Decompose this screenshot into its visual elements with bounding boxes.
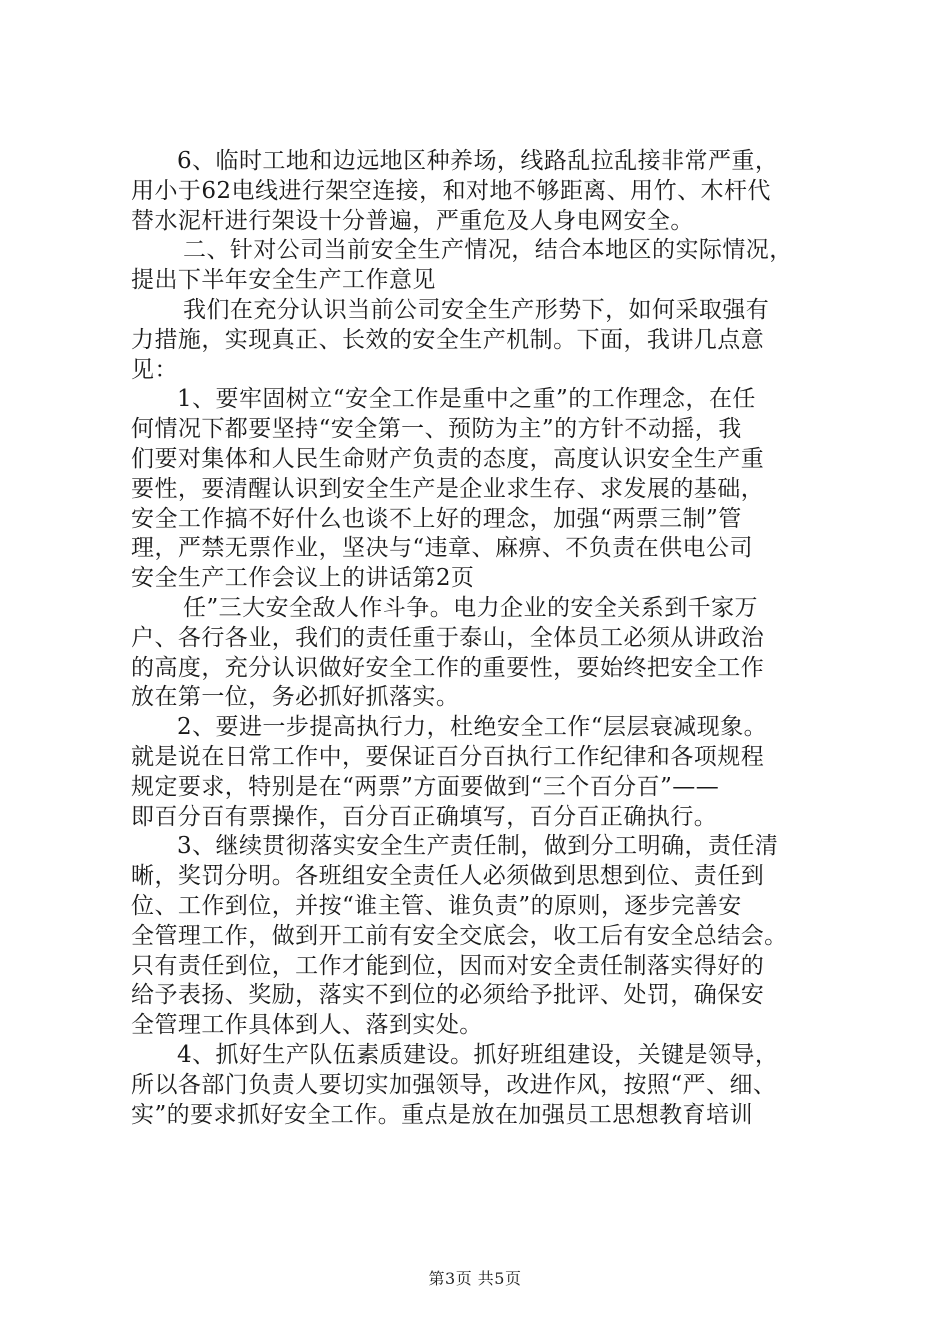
- point-1-continuation-line-3: 的高度，充分认识做好安全工作的重要性，要始终把安全工作: [131, 654, 765, 681]
- point-1-line-4: 要性，要清醒认识到安全生产是企业求生存、求发展的基础，: [131, 475, 765, 502]
- point-1-line-2: 何情况下都要坚持“安全第一、预防为主”的方针不动摇，我: [131, 416, 742, 443]
- document-body: [131, 147, 831, 1130]
- point-1-line-6: 理，严禁无票作业，坚决与“违章、麻痹、不负责在供电公司: [131, 535, 753, 562]
- point-3-line-5: 只有责任到位，工作才能到位，因而对安全责任制落实得好的: [131, 952, 765, 979]
- point-3-line-3: 位、工作到位，并按“谁主管、谁负责”的原则，逐步完善安: [131, 892, 742, 919]
- intro-paragraph-line-2: 力措施，实现真正、长效的安全生产机制。下面，我讲几点意: [131, 326, 765, 353]
- paragraph-6-line-1: 6、临时工地和边远地区种养场，线路乱拉乱接非常严重，: [177, 148, 779, 174]
- point-1-line-3: 们要对集体和人民生命财产负责的态度，高度认识安全生产重: [131, 445, 765, 472]
- page-number-footer: 第3页 共5页: [428, 1269, 522, 1288]
- point-2-line-2: 就是说在日常工作中，要保证百分百执行工作纪律和各项规程: [131, 743, 765, 770]
- point-1-continuation-line-4: 放在第一位，务必抓好抓落实。: [131, 684, 460, 711]
- intro-paragraph-line-3: 见：: [131, 356, 178, 383]
- section-2-heading-line-2: 提出下半年安全生产工作意见: [131, 267, 436, 294]
- point-1-line-7: 安全生产工作会议上的讲话第2页: [131, 565, 475, 592]
- paragraph-6-line-3: 替水泥杆进行架设十分普遍，严重危及人身电网安全。: [131, 207, 694, 234]
- point-4-line-1: 4、抓好生产队伍素质建设。抓好班组建设，关键是领导，: [177, 1041, 779, 1068]
- point-2-line-4: 即百分百有票操作，百分百正确填写，百分百正确执行。: [131, 803, 718, 830]
- point-3-line-1: 3、继续贯彻落实安全生产责任制，做到分工明确，责任清: [177, 833, 779, 860]
- section-2-heading-line-1: 二、针对公司当前安全生产情况，结合本地区的实际情况，: [183, 237, 793, 264]
- point-3-line-2: 晰，奖罚分明。各班组安全责任人必须做到思想到位、责任到: [131, 863, 765, 890]
- point-3-line-6: 给予表扬、奖励，落实不到位的必须给予批评、处罚，确保安: [131, 982, 765, 1009]
- point-1-continuation-line-2: 户、各行各业，我们的责任重于泰山，全体员工必须从讲政治: [131, 624, 765, 651]
- point-2-line-3: 规定要求，特别是在“两票”方面要做到“三个百分百”——: [131, 773, 720, 800]
- point-1-line-1: 1、要牢固树立“安全工作是重中之重”的工作理念，在任: [177, 386, 756, 413]
- point-4-line-2: 所以各部门负责人要切实加强领导，改进作风，按照“严、细、: [131, 1071, 777, 1098]
- point-1-continuation-line-1: 任”三大安全敌人作斗争。电力企业的安全关系到千家万: [183, 594, 759, 621]
- point-3-line-4: 全管理工作，做到开工前有安全交底会，收工后有安全总结会。: [131, 922, 788, 949]
- paragraph-6-line-2: 用小于62电线进行架空连接，和对地不够距离、用竹、木杆代: [131, 177, 771, 204]
- intro-paragraph-line-1: 我们在充分认识当前公司安全生产形势下，如何采取强有: [183, 296, 770, 323]
- point-1-line-5: 安全工作搞不好什么也谈不上好的理念，加强“两票三制”管: [131, 505, 742, 532]
- point-4-line-3: 实”的要求抓好安全工作。重点是放在加强员工思想教育培训: [131, 1101, 753, 1128]
- point-2-line-1: 2、要进一步提高执行力，杜绝安全工作“层层衰减现象。: [177, 714, 768, 741]
- point-3-line-7: 全管理工作具体到人、落到实处。: [131, 1012, 483, 1039]
